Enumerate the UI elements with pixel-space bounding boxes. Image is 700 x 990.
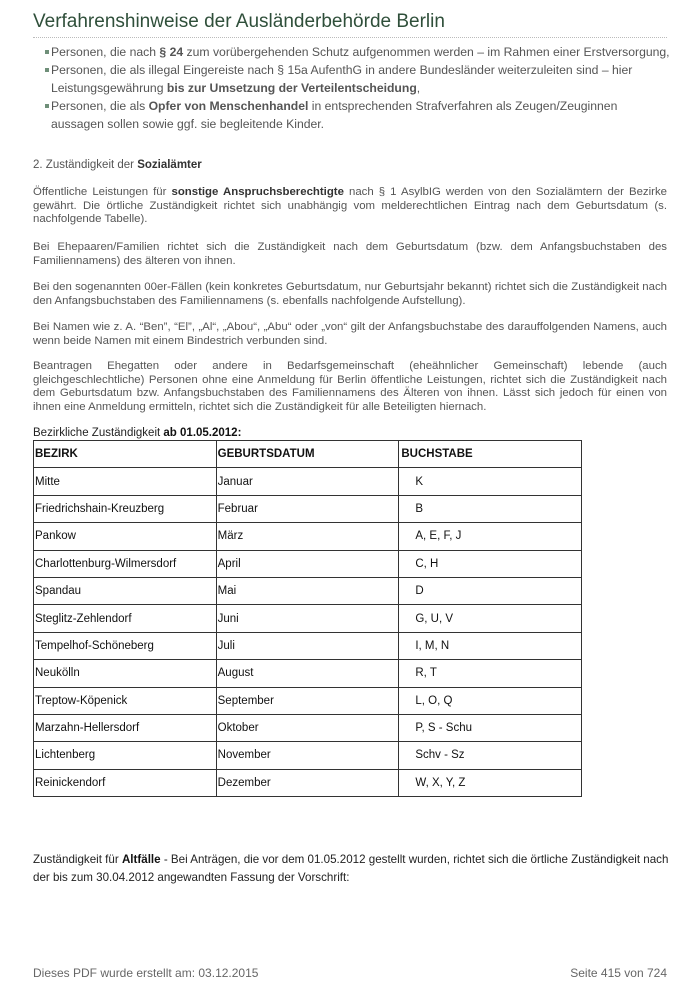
column-header-district: BEZIRK	[34, 441, 217, 468]
district-table	[33, 440, 582, 797]
table-row: Charlottenburg-Wilmersdorf April C, H	[34, 550, 582, 577]
paragraph-00-cases: Bei den sogenannten 00er-Fällen (kein konkretes Geburtsdatum, nur Geburtsjahr bekannt) richtet sich die Zuständigkeit nach den Anfangsbuchstaben des Familiennamens (s. ebenfalls nachfolgende Aufstellung).	[33, 281, 667, 307]
table-row: Pankow März A, E, F, J	[34, 523, 582, 550]
footer-page-number: Seite 415 von 724	[570, 966, 667, 980]
table-row: Steglitz-Zehlendorf Juni G, U, V	[34, 605, 582, 632]
list-item: Personen, die als illegal Eingereiste nach § 15a AufenthG in andere Bundesländer weiterzuleiten sind – hier Leistungsgewährung bis zur Umsetzung der Verteilentscheidung,	[33, 61, 673, 97]
table-caption: Bezirkliche Zuständigkeit ab 01.05.2012:	[33, 427, 242, 439]
paragraph-other-claimants: Öffentliche Leistungen für sonstige Anspruchsberechtigte nach § 1 AsylbIG werden von den Sozialämtern der Bezirke gewährt. Die örtliche Zuständigkeit richtet sich unabhängig vom melderechtlichen Eintrag nach dem Geburtsdatum (s. nachfolgende Tabelle).	[33, 186, 667, 226]
footer-created-date: Dieses PDF wurde erstellt am: 03.12.2015	[33, 966, 259, 980]
bullet-list	[33, 43, 673, 133]
column-header-letter: BUCHSTABE	[399, 441, 582, 468]
table-row: Marzahn-Hellersdorf Oktober P, S - Schu	[34, 714, 582, 741]
table-row: Friedrichshain-Kreuzberg Februar B	[34, 495, 582, 522]
square-bullet-icon	[45, 104, 49, 108]
paragraph-legacy-cases: Zuständigkeit für Altfälle - Bei Anträgen, die vor dem 01.05.2012 gestellt wurden, richtet sich die örtliche Zuständigkeit nach der bis zum 30.04.2012 angewandten Fassung der Vorschrift:	[33, 853, 669, 884]
table-row: Reinickendorf Dezember W, X, Y, Z	[34, 769, 582, 796]
title-divider	[33, 37, 667, 38]
paragraph-families: Bei Ehepaaren/Familien richtet sich die Zuständigkeit nach dem Geburtsdatum (bzw. dem Anfangsbuchstaben des Familiennamens) des älteren von ihnen.	[33, 241, 667, 267]
table-header-row	[34, 441, 582, 468]
table-row: Treptow-Köpenick September L, O, Q	[34, 687, 582, 714]
square-bullet-icon	[45, 68, 49, 72]
table-row: Lichtenberg November Schv - Sz	[34, 742, 582, 769]
table-row: Tempelhof-Schöneberg Juli I, M, N	[34, 632, 582, 659]
list-item: Personen, die als Opfer von Menschenhandel in entsprechenden Strafverfahren als Zeugen/Zeuginnen aussagen sollen sowie ggf. sie begleitende Kinder.	[33, 97, 673, 133]
page-title: Verfahrenshinweise der Ausländerbehörde Berlin	[33, 11, 445, 32]
square-bullet-icon	[45, 50, 49, 54]
column-header-birthdate: GEBURTSDATUM	[216, 441, 399, 468]
table-row: Spandau Mai D	[34, 577, 582, 604]
paragraph-name-prefixes: Bei Namen wie z. A. “Ben”, “El”, „Al“, „Abou“, „Abu“ oder „von“ gilt der Anfangsbuchstabe des darauffolgenden Namens, auch wenn beide Namen mit einem Bindestrich verbunden sind.	[33, 321, 667, 347]
table-row: Neukölln August R, T	[34, 660, 582, 687]
section-heading: 2. Zuständigkeit der Sozialämter	[33, 159, 202, 171]
table-row: Mitte Januar K	[34, 468, 582, 495]
list-item: Personen, die nach § 24 zum vorübergehenden Schutz aufgenommen werden – im Rahmen einer Erstversorgung,	[33, 43, 673, 61]
paragraph-partnership: Beantragen Ehegatten oder andere in Bedarfsgemeinschaft (eheähnlicher Gemeinschaft) lebende (auch gleichgeschlechtliche) Personen ohne eine Anmeldung für Berlin öffentliche Leistungen, richtet sich die Zuständigkeit nach dem Geburtsdatum bzw. Anfangsbuchstaben des Familiennamens des Älteren von ihnen. Lässt sich jedoch für einen von ihnen eine Anmeldung ermitteln, richtet sich die Zuständigkeit für alle Beteiligten hiernach.	[33, 360, 667, 413]
